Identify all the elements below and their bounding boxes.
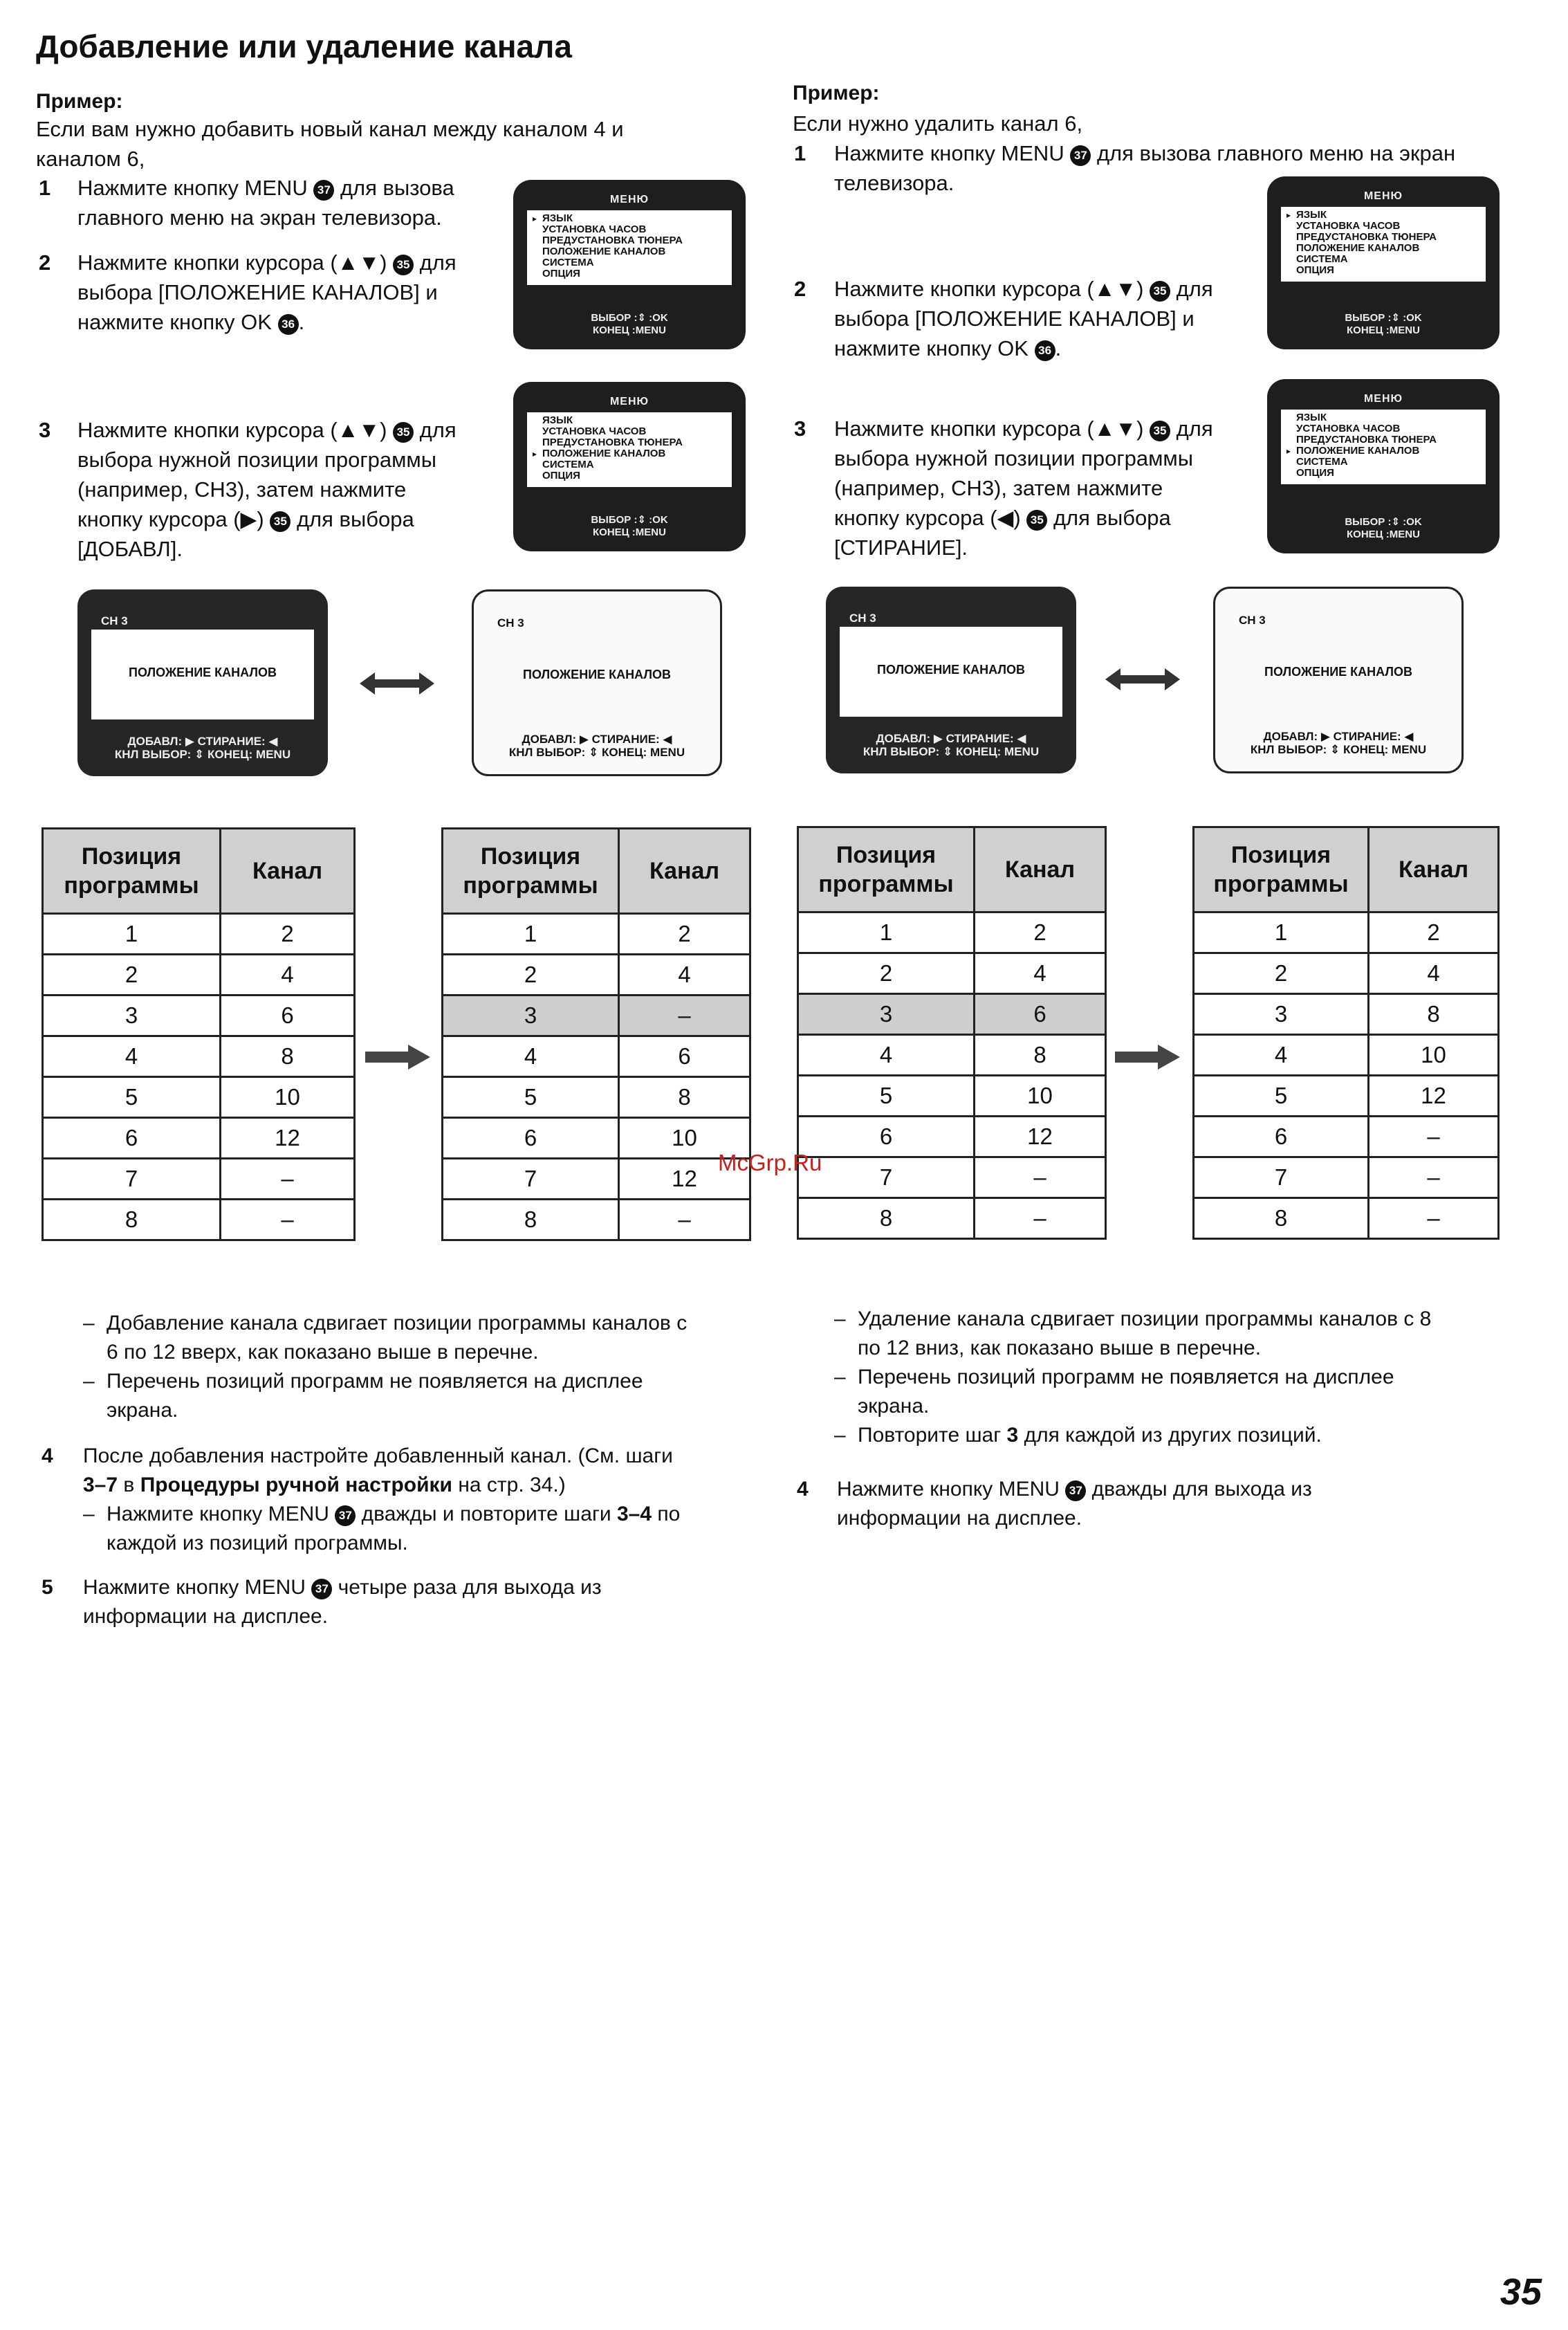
ch-screen-footer: ДОБАВЛ: ▶ СТИРАНИЕ: ◀ КНЛ ВЫБОР: ⇕ КОНЕЦ: MENU bbox=[1250, 730, 1427, 756]
ch-label: CH 3 bbox=[101, 614, 128, 627]
position-cell: 8 bbox=[43, 1200, 221, 1240]
ch-screen-dark bbox=[77, 589, 328, 776]
add-note-2: – Перечень позиций программ не появляется на дисплее экрана. bbox=[83, 1367, 761, 1425]
step-text: для выбора bbox=[296, 507, 414, 531]
channel-cell: 4 bbox=[975, 953, 1106, 994]
step-number: 1 bbox=[794, 141, 806, 165]
channel-cell: 4 bbox=[221, 955, 355, 996]
menu-item: ОПЦИЯ bbox=[542, 470, 580, 481]
menu-item: ПОЛОЖЕНИЕ КАНАЛОВ bbox=[542, 246, 666, 257]
add-step-1 bbox=[39, 173, 509, 242]
cursor-arrow-icon: ▸ bbox=[1286, 446, 1291, 456]
cursor-arrow-icon: ▸ bbox=[1286, 210, 1291, 220]
step-text: [ДОБАВЛ]. bbox=[77, 537, 183, 561]
table-row bbox=[798, 1157, 1106, 1198]
step-text: выбора [ПОЛОЖЕНИЕ КАНАЛОВ] и bbox=[834, 306, 1195, 331]
table-row bbox=[443, 1118, 750, 1159]
table-row bbox=[443, 1159, 750, 1200]
menu-item-language: ▸ ЯЗЫК bbox=[533, 212, 573, 224]
menu-title: МЕНЮ bbox=[1363, 190, 1403, 202]
channel-cell: – bbox=[619, 996, 750, 1036]
note-text: экрана. bbox=[107, 1399, 178, 1422]
header-position: Позиция программы bbox=[798, 827, 975, 912]
button-35-icon: 35 bbox=[1150, 421, 1170, 441]
channel-cell: 8 bbox=[975, 1035, 1106, 1076]
position-cell: 6 bbox=[443, 1118, 619, 1159]
channel-cell: 2 bbox=[975, 912, 1106, 953]
menu-footer: ВЫБОР :⇕ :OK КОНЕЦ :MENU bbox=[1345, 516, 1422, 540]
channel-cell: 10 bbox=[975, 1076, 1106, 1117]
position-cell: 5 bbox=[43, 1077, 221, 1118]
table-row bbox=[798, 1035, 1106, 1076]
position-cell: 2 bbox=[43, 955, 221, 996]
step-text: (например, CH3), затем нажмите bbox=[77, 477, 407, 502]
position-cell: 3 bbox=[1194, 994, 1369, 1035]
position-cell: 1 bbox=[798, 912, 975, 953]
header-position: Позиция программы bbox=[1194, 827, 1369, 912]
del-note-2: – Перечень позиций программ не появляется на дисплее экрана. bbox=[834, 1363, 1526, 1421]
position-cell: 4 bbox=[798, 1035, 975, 1076]
menu-item: ПОЛОЖЕНИЕ КАНАЛОВ bbox=[1296, 242, 1420, 254]
channel-cell: 10 bbox=[1369, 1035, 1499, 1076]
tv-menu-screen bbox=[1267, 379, 1500, 553]
position-cell: 7 bbox=[1194, 1157, 1369, 1198]
header-channel: Канал bbox=[619, 829, 750, 914]
menu-item: СИСТЕМА bbox=[542, 459, 594, 470]
menu-item: СИСТЕМА bbox=[542, 257, 594, 268]
button-37-icon: 37 bbox=[311, 1579, 332, 1599]
table-row bbox=[798, 1117, 1106, 1157]
table-row bbox=[798, 1076, 1106, 1117]
button-36-icon: 36 bbox=[278, 314, 299, 335]
table-row bbox=[43, 1077, 355, 1118]
channel-cell: 2 bbox=[619, 914, 750, 955]
menu-item: ПРЕДУСТАНОВКА ТЮНЕРА bbox=[1296, 434, 1437, 446]
ch-screen-footer: ДОБАВЛ: ▶ СТИРАНИЕ: ◀ КНЛ ВЫБОР: ⇕ КОНЕЦ: MENU bbox=[114, 735, 291, 761]
right-arrow-icon bbox=[365, 1045, 430, 1070]
menu-item: ОПЦИЯ bbox=[1296, 467, 1334, 479]
menu-footer: ВЫБОР :⇕ :OK КОНЕЦ :MENU bbox=[1345, 312, 1422, 336]
note-text: по 12 вниз, как показано выше в перечне. bbox=[858, 1337, 1262, 1359]
channel-cell: – bbox=[1369, 1198, 1499, 1239]
watermark: McGrp.Ru bbox=[718, 1150, 822, 1175]
right-arrow-icon bbox=[1115, 1045, 1180, 1070]
channel-cell: 12 bbox=[619, 1159, 750, 1200]
step-text: выбора [ПОЛОЖЕНИЕ КАНАЛОВ] и bbox=[77, 280, 438, 304]
header-position: Позиция программы bbox=[43, 829, 221, 914]
table-row bbox=[1194, 1076, 1499, 1117]
ch-screen-footer: ДОБАВЛ: ▶ СТИРАНИЕ: ◀ КНЛ ВЫБОР: ⇕ КОНЕЦ: MENU bbox=[863, 732, 1040, 758]
table-row bbox=[1194, 1035, 1499, 1076]
menu-item: СИСТЕМА bbox=[1296, 253, 1348, 265]
add-intro bbox=[36, 114, 624, 174]
program-table-add-before bbox=[41, 827, 356, 1241]
position-cell: 1 bbox=[1194, 912, 1369, 953]
table-row bbox=[43, 996, 355, 1036]
table-row bbox=[798, 1198, 1106, 1239]
tv-menu-screen bbox=[513, 382, 746, 551]
table-row bbox=[798, 953, 1106, 994]
menu-title: МЕНЮ bbox=[609, 194, 649, 205]
program-table-add-after bbox=[441, 827, 751, 1241]
channel-cell: – bbox=[619, 1200, 750, 1240]
menu-item: УСТАНОВКА ЧАСОВ bbox=[1296, 220, 1401, 232]
channel-cell: 4 bbox=[619, 955, 750, 996]
button-36-icon: 36 bbox=[1035, 340, 1055, 361]
channel-cell: 12 bbox=[975, 1117, 1106, 1157]
position-cell: 4 bbox=[1194, 1035, 1369, 1076]
note-text: Добавление канала сдвигает позиции программы каналов с bbox=[107, 1312, 688, 1334]
menu-title: МЕНЮ bbox=[609, 396, 649, 407]
channel-cell: 2 bbox=[221, 914, 355, 955]
step-text: для выбора bbox=[1053, 506, 1171, 530]
position-cell: 5 bbox=[1194, 1076, 1369, 1117]
menu-item: УСТАНОВКА ЧАСОВ bbox=[542, 425, 647, 437]
step-text: главного меню на экран телевизора. bbox=[77, 205, 442, 230]
step-text: для вызова bbox=[340, 176, 454, 200]
position-cell: 3 bbox=[43, 996, 221, 1036]
step-text: Нажмите кнопки курсора (▲▼) bbox=[77, 418, 387, 442]
add-step-4: 4 После добавления настройте добавленный канал. (См. шаги 3–7 в Процедуры ручной настройки на стр. 34.) – Нажмите кнопку MENU 37 дважды и повторите шаги 3–4 по каждой из позиций программы. bbox=[41, 1442, 775, 1566]
table-row bbox=[43, 1118, 355, 1159]
table-row bbox=[443, 996, 750, 1036]
table-row bbox=[443, 1077, 750, 1118]
position-cell: 7 bbox=[443, 1159, 619, 1200]
page-number: 35 bbox=[1500, 2271, 1542, 2313]
position-cell: 8 bbox=[798, 1198, 975, 1239]
ch-screen-title: ПОЛОЖЕНИЕ КАНАЛОВ bbox=[1264, 665, 1412, 679]
step-text: выбора нужной позиции программы bbox=[77, 448, 437, 472]
channel-cell: – bbox=[221, 1200, 355, 1240]
step-text: кнопку курсора (◀) bbox=[834, 506, 1021, 530]
step-text: кнопку курсора (▶) bbox=[77, 507, 264, 531]
del-note-3: – Повторите шаг 3 для каждой из других позиций. bbox=[834, 1424, 1322, 1447]
channel-cell: 8 bbox=[221, 1036, 355, 1077]
channel-cell: 8 bbox=[1369, 994, 1499, 1035]
menu-title: МЕНЮ bbox=[1363, 393, 1403, 405]
double-arrow-icon bbox=[360, 670, 434, 697]
step-text: нажмите кнопку OK bbox=[77, 310, 272, 334]
step-text: для bbox=[1176, 277, 1213, 301]
step-text: для bbox=[419, 418, 456, 442]
ch-label: CH 3 bbox=[497, 616, 524, 630]
step-text: нажмите кнопку OK bbox=[834, 336, 1029, 360]
table-row bbox=[43, 1159, 355, 1200]
add-example-label: Пример: bbox=[36, 90, 123, 113]
table-row bbox=[798, 912, 1106, 953]
button-37-icon: 37 bbox=[335, 1505, 356, 1526]
channel-cell: 4 bbox=[1369, 953, 1499, 994]
button-37-icon: 37 bbox=[1070, 145, 1091, 166]
menu-footer: ВЫБОР :⇕ :OK КОНЕЦ :MENU bbox=[591, 312, 668, 336]
step-text: телевизора. bbox=[834, 171, 954, 195]
table-row bbox=[43, 1036, 355, 1077]
step-number: 3 bbox=[39, 418, 51, 442]
position-cell: 6 bbox=[43, 1118, 221, 1159]
add-step-5: 5 Нажмите кнопку MENU 37 четыре раза для выхода из информации на дисплее. bbox=[41, 1573, 775, 1635]
position-cell: 2 bbox=[1194, 953, 1369, 994]
note-text: 6 по 12 вверх, как показано выше в перечне. bbox=[107, 1341, 539, 1364]
channel-cell: 6 bbox=[975, 994, 1106, 1035]
table-row bbox=[1194, 953, 1499, 994]
table-row bbox=[443, 914, 750, 955]
cursor-arrow-icon: ▸ bbox=[533, 214, 537, 223]
menu-item: ПРЕДУСТАНОВКА ТЮНЕРА bbox=[542, 437, 683, 448]
step-text: для вызова главного меню на экран bbox=[1096, 141, 1456, 165]
cursor-arrow-icon: ▸ bbox=[533, 449, 537, 459]
step-number: 2 bbox=[794, 277, 806, 301]
channel-cell: – bbox=[975, 1198, 1106, 1239]
button-35-icon: 35 bbox=[393, 255, 414, 275]
ch-screen-dark bbox=[826, 587, 1076, 773]
ch-screen-title: ПОЛОЖЕНИЕ КАНАЛОВ bbox=[523, 668, 671, 681]
step-text: [СТИРАНИЕ]. bbox=[834, 535, 968, 560]
step-number: 3 bbox=[794, 416, 806, 441]
position-cell: 3 bbox=[443, 996, 619, 1036]
ch-screen-title: ПОЛОЖЕНИЕ КАНАЛОВ bbox=[877, 663, 1025, 677]
step-text: (например, CH3), затем нажмите bbox=[834, 476, 1163, 500]
menu-item: ЯЗЫК bbox=[1296, 412, 1327, 423]
add-step-2: 2 Нажмите кнопки курсора (▲▼) 35 для выбора [ПОЛОЖЕНИЕ КАНАЛОВ] и нажмите кнопку OK 36 . bbox=[39, 248, 509, 345]
table-row bbox=[1194, 1117, 1499, 1157]
step-text: выбора нужной позиции программы bbox=[834, 446, 1194, 470]
program-table-del-before bbox=[797, 826, 1107, 1240]
menu-item: ОПЦИЯ bbox=[542, 268, 580, 279]
menu-item: ОПЦИЯ bbox=[1296, 264, 1334, 276]
channel-cell: – bbox=[1369, 1157, 1499, 1198]
step-number: 5 bbox=[41, 1576, 53, 1599]
table-row bbox=[1194, 1198, 1499, 1239]
channel-cell: 6 bbox=[221, 996, 355, 1036]
note-text: Перечень позиций программ не появляется на дисплее bbox=[858, 1366, 1394, 1388]
channel-cell: 12 bbox=[221, 1118, 355, 1159]
menu-item: ПРЕДУСТАНОВКА ТЮНЕРА bbox=[542, 235, 683, 246]
position-cell: 4 bbox=[43, 1036, 221, 1077]
position-cell: 4 bbox=[443, 1036, 619, 1077]
position-cell: 5 bbox=[798, 1076, 975, 1117]
del-step-3 bbox=[794, 414, 1264, 566]
del-intro: Если нужно удалить канал 6, bbox=[793, 111, 1083, 136]
del-example-label: Пример: bbox=[793, 82, 880, 104]
add-note-1: – Добавление канала сдвигает позиции программы каналов с 6 по 12 вверх, как показано выше в перечне. bbox=[83, 1309, 761, 1367]
step-text: Нажмите кнопку MENU bbox=[834, 141, 1064, 165]
table-row bbox=[43, 1200, 355, 1240]
ch-screen-light bbox=[472, 589, 722, 776]
step-text: для bbox=[419, 250, 456, 275]
table-row bbox=[1194, 912, 1499, 953]
table-row bbox=[798, 994, 1106, 1035]
ch-label: CH 3 bbox=[1239, 614, 1266, 627]
step-number: 4 bbox=[41, 1444, 53, 1467]
menu-item: УСТАНОВКА ЧАСОВ bbox=[542, 223, 647, 235]
table-row bbox=[443, 1036, 750, 1077]
tv-menu-screen bbox=[1267, 176, 1500, 349]
channel-cell: 10 bbox=[619, 1118, 750, 1159]
step-text: Нажмите кнопки курсора (▲▼) bbox=[77, 250, 387, 275]
add-step-3 bbox=[39, 415, 509, 567]
position-cell: 7 bbox=[798, 1157, 975, 1198]
del-step-4: 4 Нажмите кнопку MENU 37 дважды для выхода из информации на дисплее. bbox=[797, 1475, 1530, 1537]
header-channel: Канал bbox=[1369, 827, 1499, 912]
menu-item: ЯЗЫК bbox=[542, 414, 573, 426]
step-number: 2 bbox=[39, 250, 51, 275]
ch-screen-title: ПОЛОЖЕНИЕ КАНАЛОВ bbox=[129, 666, 277, 679]
button-35-icon: 35 bbox=[393, 422, 414, 443]
position-cell: 2 bbox=[443, 955, 619, 996]
double-arrow-icon bbox=[1105, 666, 1180, 693]
position-cell: 8 bbox=[443, 1200, 619, 1240]
table-row bbox=[443, 955, 750, 996]
channel-cell: 2 bbox=[1369, 912, 1499, 953]
ch-screen-footer: ДОБАВЛ: ▶ СТИРАНИЕ: ◀ КНЛ ВЫБОР: ⇕ КОНЕЦ: MENU bbox=[508, 733, 685, 759]
page-title: Добавление или удаление канала bbox=[36, 28, 572, 64]
button-35-icon: 35 bbox=[1150, 281, 1170, 302]
channel-cell: – bbox=[221, 1159, 355, 1200]
position-cell: 1 bbox=[43, 914, 221, 955]
table-row bbox=[443, 1200, 750, 1240]
position-cell: 5 bbox=[443, 1077, 619, 1118]
menu-item-channel-position: ▸ ПОЛОЖЕНИЕ КАНАЛОВ bbox=[533, 448, 666, 459]
note-text: Удаление канала сдвигает позиции программы каналов с 8 bbox=[858, 1308, 1432, 1330]
position-cell: 3 bbox=[798, 994, 975, 1035]
ch-screen-light bbox=[1213, 587, 1464, 773]
channel-cell: 10 bbox=[221, 1077, 355, 1118]
position-cell: 1 bbox=[443, 914, 619, 955]
menu-footer: ВЫБОР :⇕ :OK КОНЕЦ :MENU bbox=[591, 514, 668, 538]
step-number: 4 bbox=[797, 1478, 809, 1501]
menu-item: УСТАНОВКА ЧАСОВ bbox=[1296, 423, 1401, 434]
channel-cell: – bbox=[975, 1157, 1106, 1198]
table-row bbox=[43, 914, 355, 955]
table-row bbox=[1194, 1157, 1499, 1198]
button-35-icon: 35 bbox=[270, 511, 290, 532]
table-row bbox=[1194, 994, 1499, 1035]
menu-item-channel-position: ▸ ПОЛОЖЕНИЕ КАНАЛОВ bbox=[1286, 445, 1420, 457]
table-row bbox=[43, 955, 355, 996]
step-text: для bbox=[1176, 416, 1213, 441]
tv-menu-screen bbox=[513, 180, 746, 349]
menu-item-language: ▸ ЯЗЫК bbox=[1286, 209, 1327, 221]
channel-cell: 8 bbox=[619, 1077, 750, 1118]
program-table-del-after bbox=[1192, 826, 1500, 1240]
note-text: экрана. bbox=[858, 1395, 930, 1418]
step-text: Нажмите кнопки курсора (▲▼) bbox=[834, 416, 1144, 441]
del-note-1: – Удаление канала сдвигает позиции программы каналов с 8 по 12 вниз, как показано выше в перечне. bbox=[834, 1305, 1526, 1363]
step-text: Нажмите кнопки курсора (▲▼) bbox=[834, 277, 1144, 301]
button-35-icon: 35 bbox=[1026, 510, 1047, 531]
header-position: Позиция программы bbox=[443, 829, 619, 914]
position-cell: 7 bbox=[43, 1159, 221, 1200]
button-37-icon: 37 bbox=[1065, 1480, 1086, 1501]
position-cell: 8 bbox=[1194, 1198, 1369, 1239]
position-cell: 6 bbox=[798, 1117, 975, 1157]
step-text: После добавления настройте добавленный канал. (См. шаги bbox=[83, 1444, 673, 1467]
step-number: 1 bbox=[39, 176, 51, 200]
add-intro-line1: Если вам нужно добавить новый канал между каналом 4 и bbox=[36, 117, 624, 141]
add-intro-line2: каналом 6, bbox=[36, 147, 145, 171]
del-step-2: 2 Нажмите кнопки курсора (▲▼) 35 для выбора [ПОЛОЖЕНИЕ КАНАЛОВ] и нажмите кнопку OK 36 . bbox=[794, 274, 1264, 371]
channel-cell: 6 bbox=[619, 1036, 750, 1077]
note-text: Перечень позиций программ не появляется на дисплее bbox=[107, 1370, 643, 1393]
header-channel: Канал bbox=[975, 827, 1106, 912]
step-text: Нажмите кнопку MENU bbox=[77, 176, 308, 200]
menu-item: СИСТЕМА bbox=[1296, 456, 1348, 468]
button-37-icon: 37 bbox=[313, 180, 334, 201]
position-cell: 2 bbox=[798, 953, 975, 994]
channel-cell: – bbox=[1369, 1117, 1499, 1157]
menu-item: ПРЕДУСТАНОВКА ТЮНЕРА bbox=[1296, 231, 1437, 243]
ch-label: CH 3 bbox=[849, 612, 876, 625]
header-channel: Канал bbox=[221, 829, 355, 914]
position-cell: 6 bbox=[1194, 1117, 1369, 1157]
channel-cell: 12 bbox=[1369, 1076, 1499, 1117]
